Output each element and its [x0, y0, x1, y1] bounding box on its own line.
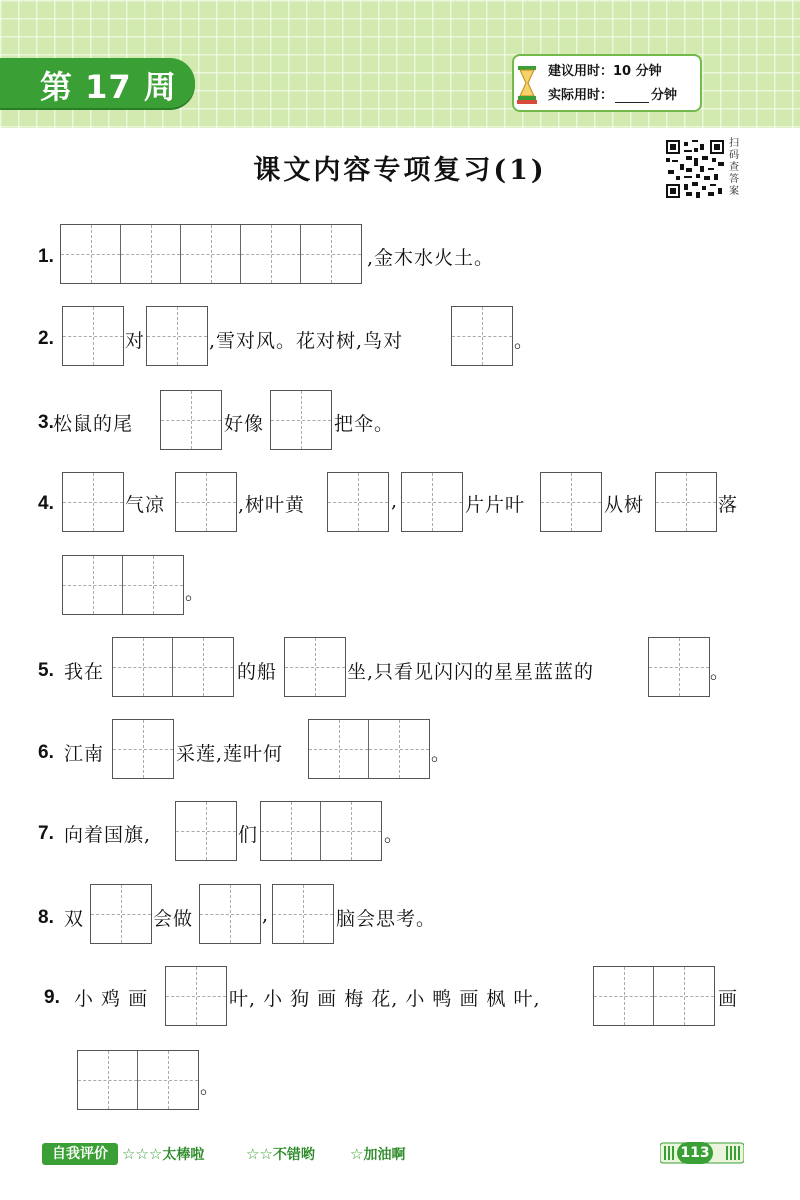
- question-text: ,雪对风。花对树,鸟对: [209, 330, 404, 352]
- question-text: 松鼠的尾: [53, 413, 134, 435]
- question-number: 6.: [38, 742, 54, 763]
- answer-grid[interactable]: [655, 472, 717, 532]
- question-text: 脑会思考。: [336, 908, 437, 930]
- answer-grid[interactable]: [648, 637, 710, 697]
- question-number: 4.: [38, 493, 54, 514]
- answer-grid[interactable]: [270, 390, 332, 450]
- question-text: ,: [262, 904, 270, 926]
- eval-keep-going-label: 加油啊: [363, 1147, 406, 1163]
- answer-grid[interactable]: [60, 224, 362, 284]
- question-text: 。: [384, 824, 405, 846]
- question-text: 们: [238, 824, 259, 846]
- self-eval-badge: 自我评价: [42, 1143, 118, 1165]
- qr-label: 扫码查答案: [729, 138, 739, 197]
- question-text: 向着国旗,: [64, 824, 152, 846]
- question-text: 从树: [604, 494, 645, 516]
- question-text: 我在: [64, 661, 105, 683]
- question-text: 。: [185, 582, 206, 604]
- answer-grid[interactable]: [62, 555, 184, 615]
- question-text: 落: [718, 494, 739, 516]
- actual-time-blank[interactable]: [615, 90, 649, 103]
- actual-time-unit: 分钟: [651, 88, 678, 103]
- question-text: 采莲,莲叶何: [176, 743, 284, 765]
- answer-grid[interactable]: [401, 472, 463, 532]
- answer-grid[interactable]: [540, 472, 602, 532]
- question-number: 5.: [38, 660, 54, 681]
- answer-grid[interactable]: [112, 637, 234, 697]
- answer-grid[interactable]: [165, 966, 227, 1026]
- answer-grid[interactable]: [199, 884, 261, 944]
- answer-grid[interactable]: [308, 719, 430, 779]
- question-text: 。: [431, 743, 452, 765]
- answer-grid[interactable]: [112, 719, 174, 779]
- suggested-time: 建议用时：10 分钟: [548, 64, 662, 79]
- question-text: 画: [718, 988, 739, 1010]
- eval-good[interactable]: [246, 1144, 315, 1164]
- question-text: 片片叶: [465, 494, 526, 516]
- star-icon: ☆: [350, 1145, 364, 1163]
- question-number: 9.: [44, 987, 60, 1008]
- answer-grid[interactable]: [272, 884, 334, 944]
- answer-grid[interactable]: [327, 472, 389, 532]
- star-icon: ☆☆☆: [122, 1145, 163, 1163]
- question-text: 叶, 小 狗 画 梅 花, 小 鸭 画 枫 叶,: [229, 988, 541, 1010]
- question-text: ,金木水火土。: [367, 247, 495, 269]
- question-text: ,树叶黄: [238, 494, 306, 516]
- question-text: 。: [710, 661, 731, 683]
- qr-code-icon: [666, 140, 724, 198]
- answer-grid[interactable]: [593, 966, 715, 1026]
- question-text: 双: [64, 908, 85, 930]
- answer-grid[interactable]: [90, 884, 152, 944]
- question-text: 会做: [153, 908, 194, 930]
- eval-great-label: 太棒啦: [162, 1147, 205, 1163]
- star-icon: ☆☆: [246, 1145, 273, 1163]
- eval-keep-going[interactable]: [350, 1144, 405, 1164]
- question-text: 坐,只看见闪闪的星星蓝蓝的: [347, 661, 595, 683]
- answer-grid[interactable]: [160, 390, 222, 450]
- answer-grid[interactable]: [77, 1050, 199, 1110]
- actual-time-label: 实际用时：: [548, 88, 614, 103]
- question-text: 对: [125, 330, 146, 352]
- question-text: 。: [514, 330, 535, 352]
- question-text: 。: [200, 1076, 221, 1098]
- page-title: 课文内容专项复习(1): [253, 155, 547, 186]
- answer-grid[interactable]: [175, 801, 237, 861]
- eval-good-label: 不错哟: [272, 1147, 315, 1163]
- answer-grid[interactable]: [62, 472, 124, 532]
- question-text: 江南: [64, 743, 105, 765]
- question-number: 8.: [38, 907, 54, 928]
- actual-time: [548, 84, 677, 103]
- answer-grid[interactable]: [175, 472, 237, 532]
- eval-great[interactable]: [122, 1144, 204, 1164]
- answer-grid[interactable]: [62, 306, 124, 366]
- question-text: 小 鸡 画: [74, 988, 149, 1010]
- page-number: 113: [677, 1142, 713, 1164]
- question-text: 好像: [224, 413, 265, 435]
- question-number: 2.: [38, 328, 54, 349]
- question-text: ,: [391, 490, 399, 512]
- question-number: 7.: [38, 823, 54, 844]
- hourglass-icon: [517, 66, 537, 104]
- week-label: 第 17 周: [40, 68, 177, 106]
- question-number: 1.: [38, 246, 54, 267]
- answer-grid[interactable]: [451, 306, 513, 366]
- answer-grid[interactable]: [260, 801, 382, 861]
- question-text: 的船: [237, 661, 278, 683]
- question-number: 3.: [38, 412, 54, 433]
- question-text: 气凉: [125, 494, 166, 516]
- question-text: 把伞。: [334, 413, 395, 435]
- answer-grid[interactable]: [146, 306, 208, 366]
- answer-grid[interactable]: [284, 637, 346, 697]
